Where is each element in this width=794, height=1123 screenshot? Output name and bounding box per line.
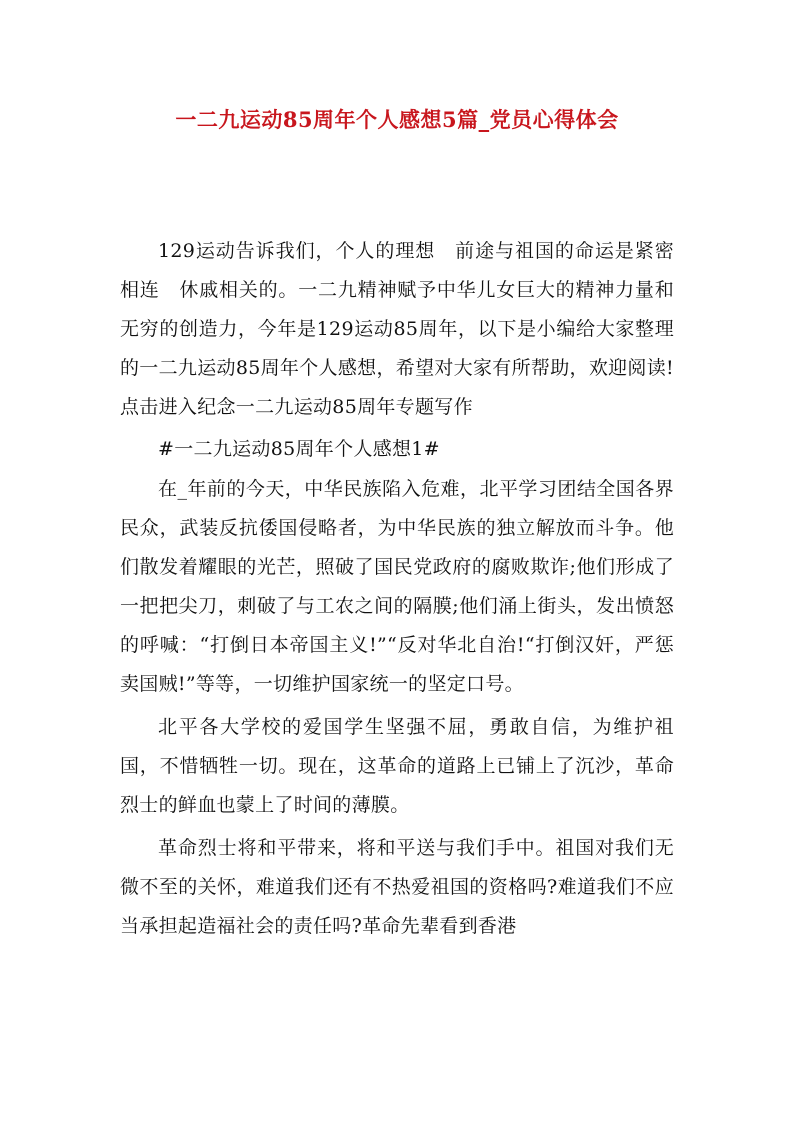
section-heading: #一二九运动85周年个人感想1# [158, 438, 440, 460]
document-title: 一二九运动85周年个人感想5篇_党员心得体会 [175, 107, 619, 132]
body-paragraph-2: 北平各大学校的爱国学生坚强不屈，勇敢自信，为维护祖国，不惜牺牲一切。现在，这革命的道路上已铺上了沉沙，革命烈士的鲜血也蒙上了时间的薄膜。 [120, 716, 674, 816]
body-paragraph-1: 在_年前的今天，中华民族陷入危难，北平学习团结全国各界民众，武装反抗倭国侵略者，为中华民族的独立解放而斗争。他们散发着耀眼的光芒，照破了国民党政府的腐败欺诈;他们形成了一把把尖刀，刺破了与工农之间的隔膜;他们涌上街头，发出愤怒的呼喊：“打倒日本帝国主义!”“反对华北自治!“打倒汉奸，严惩卖国贼!”等等，一切维护国家统一的坚定口号。 [120, 478, 674, 695]
document-body [120, 232, 674, 946]
body-paragraph-3: 革命烈士将和平带来，将和平送与我们手中。祖国对我们无微不至的关怀，难道我们还有不热爱祖国的资格吗?难道我们不应当承担起造福社会的责任吗?革命先辈看到香港 [120, 837, 674, 937]
intro-paragraph: 129运动告诉我们，个人的理想 前途与祖国的命运是紧密相连 休戚相关的。一二九精神赋予中华儿女巨大的精神力量和无穷的创造力，今年是129运动85周年，以下是小编给大家整理的一二九运动85周年个人感想，希望对大家有所帮助，欢迎阅读!点击进入纪念一二九运动85周年专题写作 [120, 240, 674, 418]
